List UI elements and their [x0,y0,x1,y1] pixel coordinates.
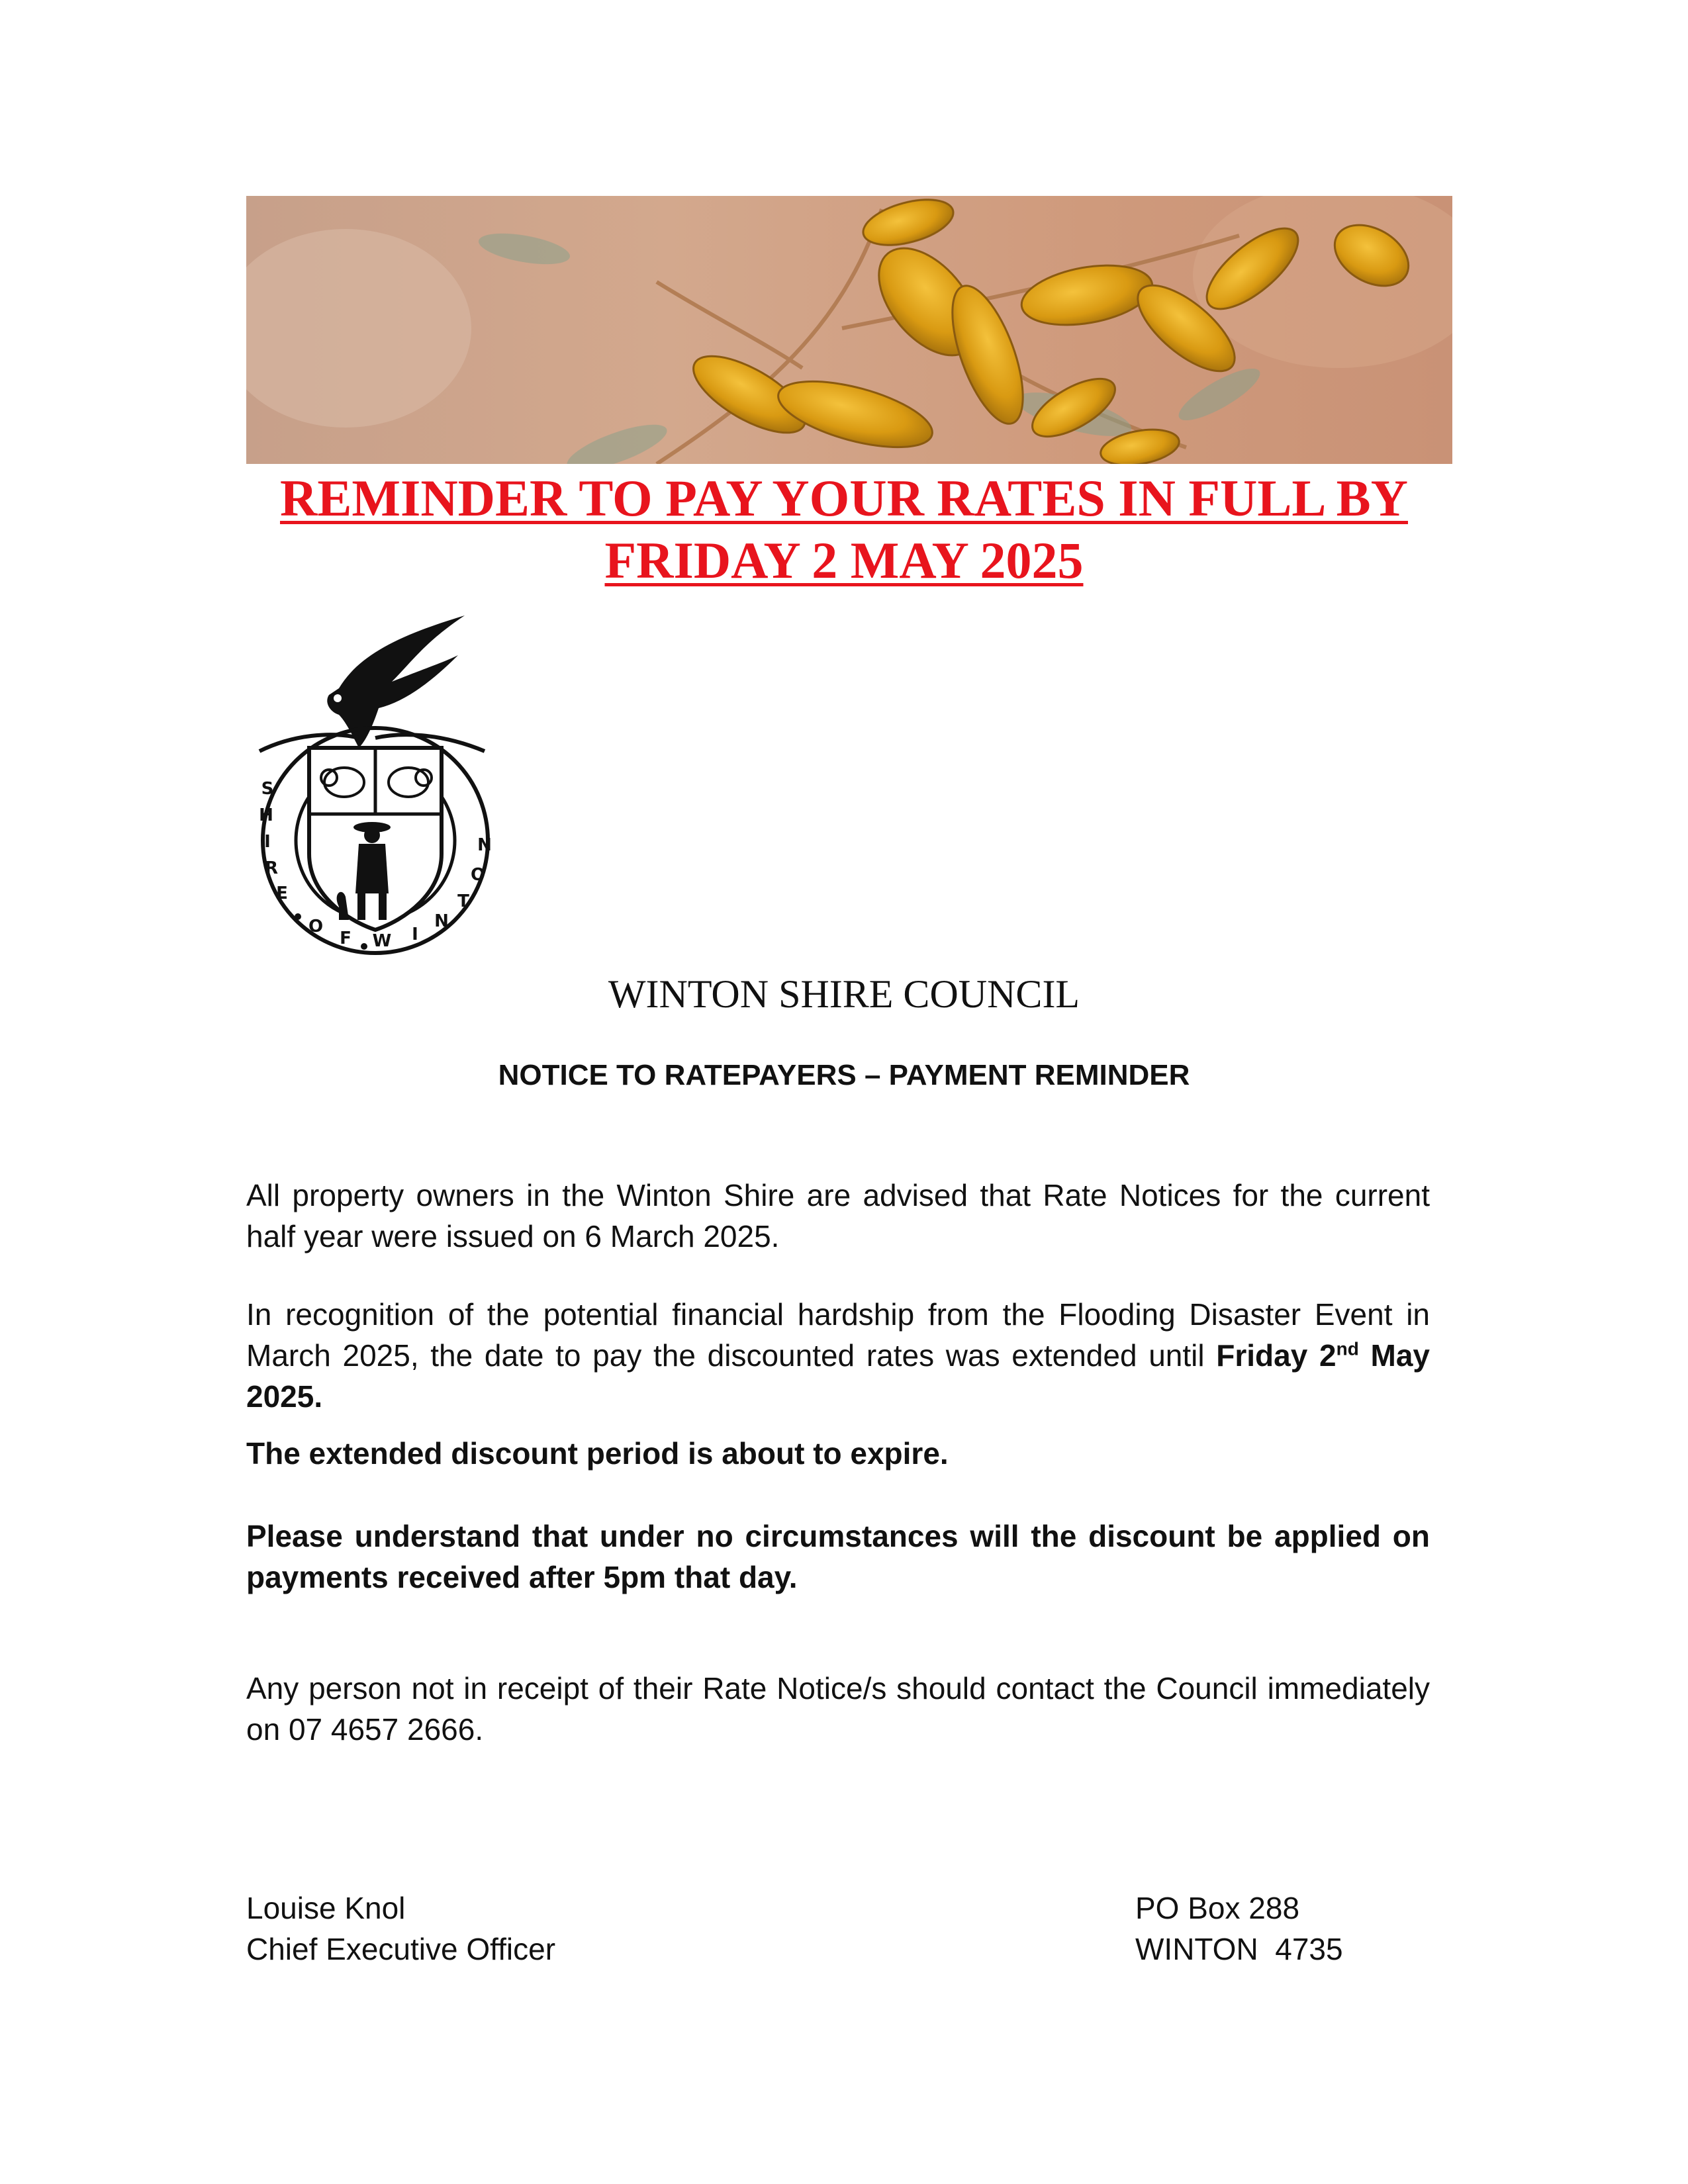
notice-title: NOTICE TO RATEPAYERS – PAYMENT REMINDER [498,1059,1190,1091]
address-line-2: WINTON 4735 [1135,1932,1343,1966]
paragraph-no-discount-warning [246,1516,1430,1598]
paragraph-text: Any person not in receipt of their Rate Notice/s should contact the Council immediately on 07 4657 2666. [246,1671,1430,1747]
due-date-month-year: May 2025. [246,1338,1430,1414]
svg-text:H: H [259,805,273,825]
paragraph-discount-extension [246,1294,1430,1417]
signatory-name: Louise Knol [246,1891,406,1925]
paragraph-text: The extended discount period is about to expire. [246,1436,949,1471]
paragraph-body: In recognition of the potential financial hardship from the Flooding Disaster Event in March 2025, the date to pay the discounted rates was extended until [246,1297,1430,1373]
paragraph-contact-council [246,1668,1430,1750]
address-line-1: PO Box 288 [1135,1891,1300,1925]
council-address [1135,1888,1343,1970]
svg-text:F: F [340,929,352,948]
svg-text:O: O [308,917,324,936]
svg-text:N: N [477,835,492,855]
banner-photo [246,196,1452,464]
svg-text:T: T [457,891,469,911]
due-date-day: Friday 2 [1216,1338,1336,1373]
paragraph-rate-notices-issued [246,1175,1430,1257]
svg-text:I: I [412,925,418,944]
svg-text:S: S [261,779,274,799]
paragraph-text: All property owners in the Winton Shire are advised that Rate Notices for the current half year were issued on 6 March 2025. [246,1178,1430,1253]
paragraph-text: Please understand that under no circumstances will the discount be applied on payments received after 5pm that day. [246,1519,1430,1594]
ordinal-suffix: nd [1336,1338,1359,1359]
svg-text:I: I [264,832,271,852]
headline-line-1: REMINDER TO PAY YOUR RATES IN FULL BY [279,469,1408,527]
signature-block [246,1888,555,1970]
signatory-title: Chief Executive Officer [246,1932,556,1966]
svg-text:W: W [372,931,392,951]
svg-text:E: E [276,884,288,903]
svg-text:R: R [264,858,279,878]
svg-text:O: O [470,865,486,885]
svg-text:N: N [434,911,449,931]
shire-crest-logo [246,615,504,960]
reminder-headline [199,467,1489,592]
council-name: WINTON SHIRE COUNCIL [608,972,1080,1016]
headline-line-2: FRIDAY 2 MAY 2025 [604,531,1084,589]
paragraph-text [246,1294,1430,1417]
paragraph-discount-expiry [246,1433,1430,1474]
